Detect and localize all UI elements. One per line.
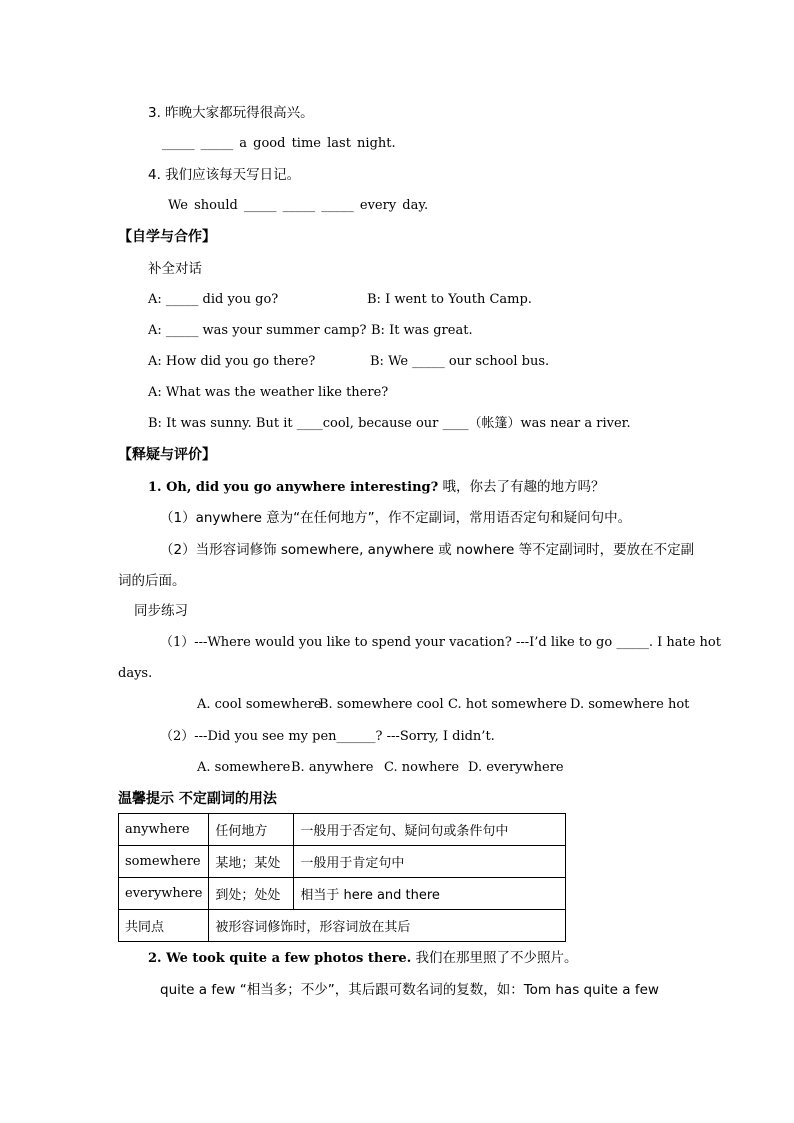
option: B. anywhere	[291, 760, 374, 775]
table-cell-meaning: 到处；处处	[209, 878, 294, 910]
point2-english: 2. We took quite a few photos there.	[148, 951, 412, 966]
option: C. nowhere	[384, 760, 460, 775]
table-cell-meaning: 任何地方	[209, 814, 294, 846]
option: A. somewhere	[197, 760, 291, 775]
question-1-cont: days.	[118, 666, 153, 681]
table-cell-usage: 相当于 here and there	[294, 878, 566, 910]
point2-chinese: 我们在那里照了不少照片。	[411, 950, 578, 966]
table-row	[119, 814, 566, 846]
table-row	[119, 910, 566, 942]
table-cell-word: somewhere	[119, 846, 209, 878]
tip-title: 温馨提示 不定副词的用法	[118, 791, 277, 807]
practice-title: 同步练习	[134, 603, 188, 619]
table-row	[119, 846, 566, 878]
question-1: （1）---Where would you like to spend your vacation? ---I’d like to go _____. I hate hot	[160, 635, 721, 650]
note-2-line2: 词的后面。	[118, 573, 186, 589]
dialogue-line: A: How did you go there?	[148, 354, 316, 369]
question-2: （2）---Did you see my pen______? ---Sorry, I didn’t.	[160, 729, 495, 744]
option: D. everywhere	[468, 760, 564, 775]
item3-english: _____ _____ a good time last night.	[162, 136, 396, 151]
table-cell-common-label: 共同点	[119, 910, 209, 942]
dialogue-line: B: It was great.	[371, 323, 473, 338]
option: B. somewhere cool	[319, 697, 444, 712]
dialogue-line: B: I went to Youth Camp.	[367, 292, 532, 307]
dialogue-line: A: What was the weather like there?	[148, 385, 389, 400]
table-cell-word: anywhere	[119, 814, 209, 846]
note-1: （1）anywhere 意为“在任何地方”，作不定副词，常用语否定句和疑问句中。	[160, 510, 632, 526]
item4-english: We should _____ _____ _____ every day.	[168, 198, 429, 213]
dialogue-line: A: _____ was your summer camp?	[148, 323, 367, 338]
table-cell-meaning: 某地；某处	[209, 846, 294, 878]
dialogue-line: B: It was sunny. But it ____cool, because our ____（帐篷）was near a river.	[148, 416, 631, 431]
item3-chinese: 3. 昨晚大家都玩得很高兴。	[148, 105, 314, 121]
section-title-self-study: 【自学与合作】	[118, 229, 216, 245]
table-cell-usage: 一般用于否定句、疑问句或条件句中	[294, 814, 566, 846]
point2-note: quite a few “相当多；不少”，其后跟可数名词的复数，如：Tom has quite a few	[160, 982, 659, 998]
option: C. hot somewhere	[448, 697, 567, 712]
table-cell-word: everywhere	[119, 878, 209, 910]
point1-heading	[148, 478, 605, 497]
table-cell-usage: 一般用于肯定句中	[294, 846, 566, 878]
note-2-line1: （2）当形容词修饰 somewhere, anywhere 或 nowhere 等不定副词时，要放在不定副	[160, 542, 695, 558]
point1-english: 1. Oh, did you go anywhere interesting?	[148, 480, 439, 495]
option: A. cool somewhere	[197, 697, 322, 712]
dialogue-line: B: We _____ our school bus.	[370, 354, 550, 369]
adverb-usage-table	[118, 813, 566, 942]
item4-chinese: 4. 我们应该每天写日记。	[148, 167, 301, 183]
point2-heading	[148, 949, 578, 968]
point1-chinese: 哦，你去了有趣的地方吗？	[438, 479, 605, 495]
table-row	[119, 878, 566, 910]
option: D. somewhere hot	[570, 697, 690, 712]
table-cell-common-text: 被形容词修饰时，形容词放在其后	[209, 910, 566, 942]
dialogue-subtitle: 补全对话	[148, 261, 202, 277]
dialogue-line: A: _____ did you go?	[148, 292, 279, 307]
section-title-explain: 【释疑与评价】	[118, 447, 216, 463]
